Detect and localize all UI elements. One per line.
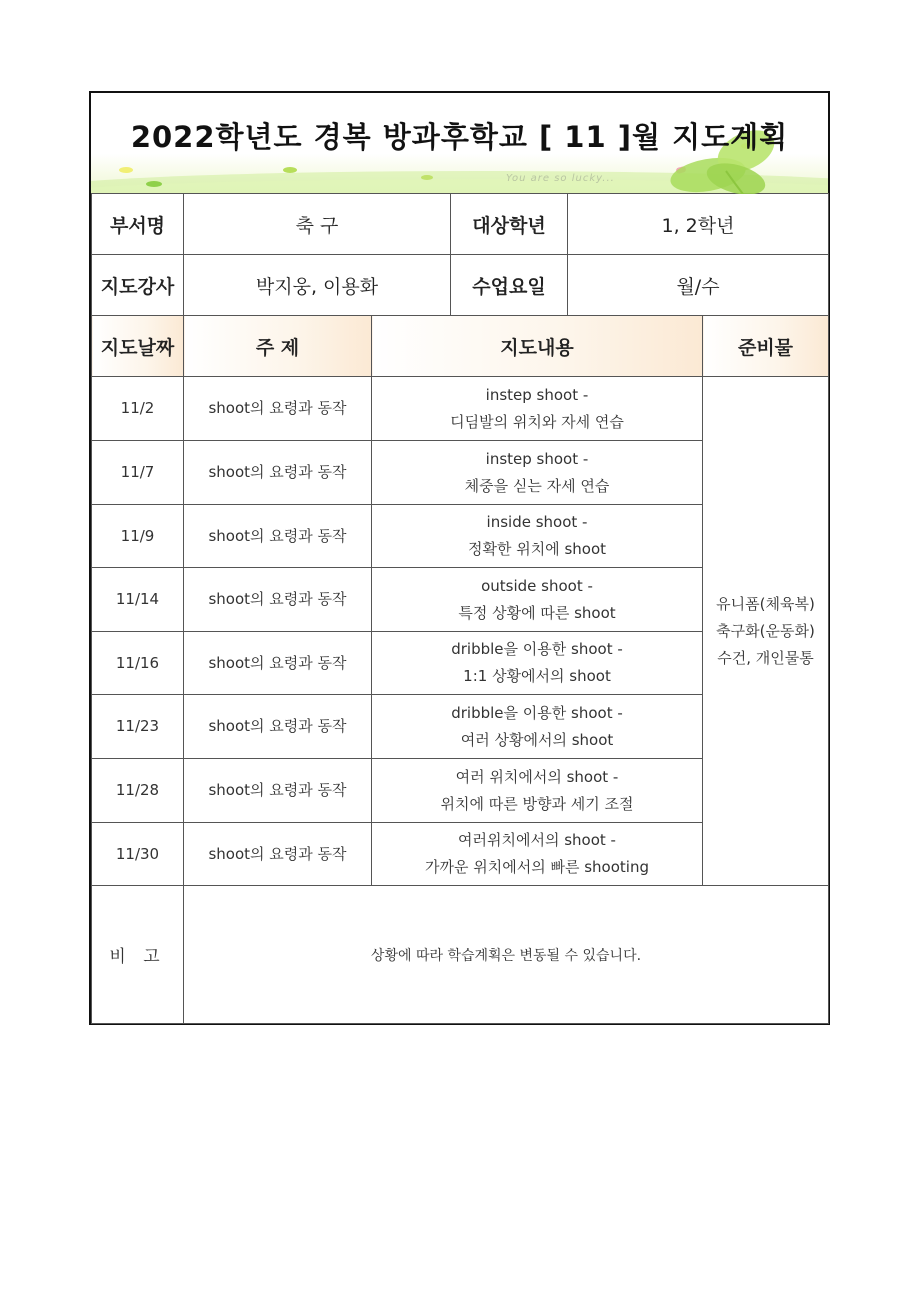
row-topic: shoot의 요령과 동작 bbox=[184, 505, 372, 568]
banner-dot-decoration bbox=[119, 167, 133, 173]
row-topic: shoot의 요령과 동작 bbox=[184, 695, 372, 759]
banner-dot-decoration bbox=[146, 181, 162, 187]
content-line-2: 1:1 상황에서의 shoot bbox=[463, 667, 611, 685]
content-line-1: instep shoot - bbox=[485, 385, 589, 404]
row-content bbox=[372, 505, 703, 568]
header-topic: 주 제 bbox=[184, 316, 372, 377]
instructor-label: 지도강사 bbox=[92, 255, 184, 316]
header-date: 지도날짜 bbox=[92, 316, 184, 377]
row-topic: shoot의 요령과 동작 bbox=[184, 632, 372, 695]
material-item: 축구화(운동화) bbox=[716, 621, 815, 640]
target-grade-value: 1, 2학년 bbox=[568, 194, 829, 255]
target-grade-label: 대상학년 bbox=[451, 194, 568, 255]
banner-dot-decoration bbox=[421, 175, 433, 180]
row-date: 11/14 bbox=[92, 568, 184, 632]
content-line-2: 체중을 싣는 자세 연습 bbox=[464, 476, 610, 495]
remarks-row bbox=[92, 886, 829, 1024]
materials-cell bbox=[703, 377, 829, 886]
row-topic: shoot의 요령과 동작 bbox=[184, 759, 372, 823]
row-topic: shoot의 요령과 동작 bbox=[184, 568, 372, 632]
title-banner bbox=[91, 93, 828, 194]
content-line-2: 정확한 위치에 shoot bbox=[467, 540, 607, 558]
row-date: 11/23 bbox=[92, 695, 184, 759]
content-line-2: 가까운 위치에서의 빠른 shooting bbox=[425, 858, 649, 876]
row-topic: shoot의 요령과 동작 bbox=[184, 823, 372, 886]
row-date: 11/2 bbox=[92, 377, 184, 441]
row-topic: shoot의 요령과 동작 bbox=[184, 377, 372, 441]
instructor-value: 박지웅, 이용화 bbox=[184, 255, 451, 316]
lesson-plan-document bbox=[89, 91, 830, 1025]
row-content bbox=[372, 632, 703, 695]
remarks-label: 비 고 bbox=[92, 886, 184, 1024]
content-line-2: 여러 상황에서의 shoot bbox=[460, 730, 614, 749]
row-date: 11/16 bbox=[92, 632, 184, 695]
content-line-1: outside shoot - bbox=[481, 576, 593, 595]
schedule-header-row bbox=[92, 316, 829, 377]
row-content bbox=[372, 568, 703, 632]
info-row-instructor bbox=[92, 255, 829, 316]
content-line-1: 여러위치에서의 shoot - bbox=[458, 831, 616, 849]
material-item: 수건, 개인물통 bbox=[717, 648, 814, 667]
content-line-1: inside shoot - bbox=[486, 513, 588, 531]
row-content bbox=[372, 441, 703, 505]
content-line-1: instep shoot - bbox=[485, 449, 589, 468]
row-date: 11/9 bbox=[92, 505, 184, 568]
row-content bbox=[372, 377, 703, 441]
info-row-department bbox=[92, 194, 829, 255]
row-date: 11/7 bbox=[92, 441, 184, 505]
table-row bbox=[92, 377, 829, 441]
material-item: 유니폼(체육복) bbox=[716, 594, 815, 613]
content-line-1: dribble을 이용한 shoot - bbox=[451, 703, 623, 722]
content-line-1: 여러 위치에서의 shoot - bbox=[455, 767, 619, 786]
row-date: 11/30 bbox=[92, 823, 184, 886]
content-line-1: dribble을 이용한 shoot - bbox=[451, 640, 623, 658]
page-title: 2022학년도 경복 방과후학교 [ 11 ]월 지도계획 bbox=[130, 120, 789, 154]
plan-table bbox=[91, 193, 829, 1024]
content-line-2: 특정 상황에 따른 shoot bbox=[458, 603, 616, 622]
class-day-value: 월/수 bbox=[568, 255, 829, 316]
row-topic: shoot의 요령과 동작 bbox=[184, 441, 372, 505]
header-content: 지도내용 bbox=[372, 316, 703, 377]
row-content bbox=[372, 823, 703, 886]
department-value: 축 구 bbox=[184, 194, 451, 255]
remarks-text: 상황에 따라 학습계획은 변동될 수 있습니다. bbox=[184, 886, 829, 1024]
banner-dot-decoration bbox=[283, 167, 297, 173]
content-line-2: 위치에 따른 방향과 세기 조절 bbox=[440, 794, 634, 813]
department-label: 부서명 bbox=[92, 194, 184, 255]
content-line-2: 디딤발의 위치와 자세 연습 bbox=[450, 412, 624, 431]
row-content bbox=[372, 759, 703, 823]
row-content bbox=[372, 695, 703, 759]
header-materials: 준비물 bbox=[703, 316, 829, 377]
row-date: 11/28 bbox=[92, 759, 184, 823]
banner-lucky-text: You are so lucky... bbox=[506, 173, 615, 184]
class-day-label: 수업요일 bbox=[451, 255, 568, 316]
